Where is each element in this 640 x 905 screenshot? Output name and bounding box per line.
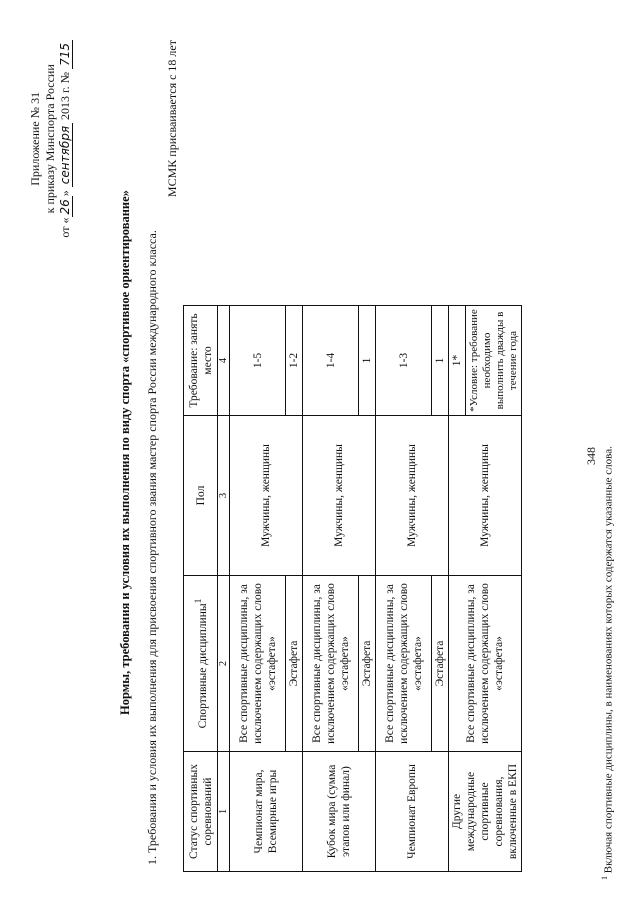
place-cell: 1-4 xyxy=(303,306,359,416)
annex-month-handwritten: сентября xyxy=(58,123,73,187)
sex-cell: Мужчины, женщины xyxy=(376,416,449,576)
annex-line-2: к приказу Минспорта России xyxy=(43,64,57,214)
table-row xyxy=(449,306,466,872)
section-heading: 1. Требования и условия их выполнения для присвоения спортивного звания мастер спорта России международного класса. xyxy=(145,230,159,865)
column-index-row xyxy=(218,306,230,872)
table-row xyxy=(303,306,359,872)
place-cell: 1-2 xyxy=(286,306,303,416)
annex-order-line xyxy=(58,40,73,238)
place-cell: 1-5 xyxy=(230,306,286,416)
annex-year: 2013 г. № xyxy=(58,71,72,120)
annex-day-handwritten: 26 xyxy=(58,196,73,217)
header-disciplines xyxy=(184,576,218,752)
norms-table-wrapper xyxy=(183,305,522,872)
discipline-relay-cell: Эстафета xyxy=(359,576,376,752)
header-status: Статус спортивных соревнований xyxy=(184,752,218,872)
discipline-cell: Все спортивные дисциплины, за исключением содержащих слово «эстафета» xyxy=(230,576,286,752)
annex-sep: » xyxy=(58,190,72,197)
discipline-cell: Все спортивные дисциплины, за исключением содержащих слово «эстафета» xyxy=(303,576,359,752)
discipline-relay-cell: Эстафета xyxy=(286,576,303,752)
sex-cell: Мужчины, женщины xyxy=(230,416,303,576)
document-title: Нормы, требования и условия их выполнения по виду спорта «спортивное ориентирование» xyxy=(118,190,132,715)
condition-cell: *Условие: требование необходимо выполнить дважды в течение года xyxy=(466,306,522,416)
sex-cell: Мужчины, женщины xyxy=(449,416,522,576)
discipline-cell: Все спортивные дисциплины, за исключением содержащих слово «эстафета» xyxy=(449,576,522,752)
header-disciplines-label: Спортивные дисциплины xyxy=(196,603,209,729)
discipline-cell: Все спортивные дисциплины, за исключением содержащих слово «эстафета» xyxy=(376,576,432,752)
column-index: 1 xyxy=(218,752,230,872)
annex-prefix: от « xyxy=(58,217,72,238)
footnote-mark: 1 xyxy=(600,876,609,880)
table-header-row xyxy=(184,306,218,872)
page-number: 348 xyxy=(584,447,598,465)
status-cell: Кубок мира (сумма этапов или финал) xyxy=(303,752,376,872)
place-cell: 1 xyxy=(432,306,449,416)
annex-line-1: Приложение № 31 xyxy=(28,91,42,186)
place-cell: 1* xyxy=(449,306,466,416)
discipline-relay-cell: Эстафета xyxy=(432,576,449,752)
table-row xyxy=(230,306,286,872)
footnote-text: Включая спортивные дисциплины, в наименованиях которых содержатся указанные слова. xyxy=(602,446,615,874)
header-sex: Пол xyxy=(184,416,218,576)
norms-table xyxy=(183,305,522,872)
ranking-age-note: МСМК присваивается с 18 лет xyxy=(165,40,179,198)
annex-header xyxy=(28,40,73,238)
footnote xyxy=(600,446,615,880)
column-index: 3 xyxy=(218,416,230,576)
status-cell: Другие международные спортивные соревнования, включенные в ЕКП xyxy=(449,752,522,872)
place-cell: 1 xyxy=(359,306,376,416)
status-cell: Чемпионат Европы xyxy=(376,752,449,872)
column-index: 2 xyxy=(218,576,230,752)
table-row xyxy=(376,306,432,872)
sex-cell: Мужчины, женщины xyxy=(303,416,376,576)
column-index: 4 xyxy=(218,306,230,416)
header-disciplines-footnote: 1 xyxy=(192,598,204,604)
annex-number-handwritten: 715 xyxy=(58,40,73,69)
status-cell: Чемпионат мира, Всемирные игры xyxy=(230,752,303,872)
place-cell: 1-3 xyxy=(376,306,432,416)
header-requirement: Требование: занять место xyxy=(184,306,218,416)
